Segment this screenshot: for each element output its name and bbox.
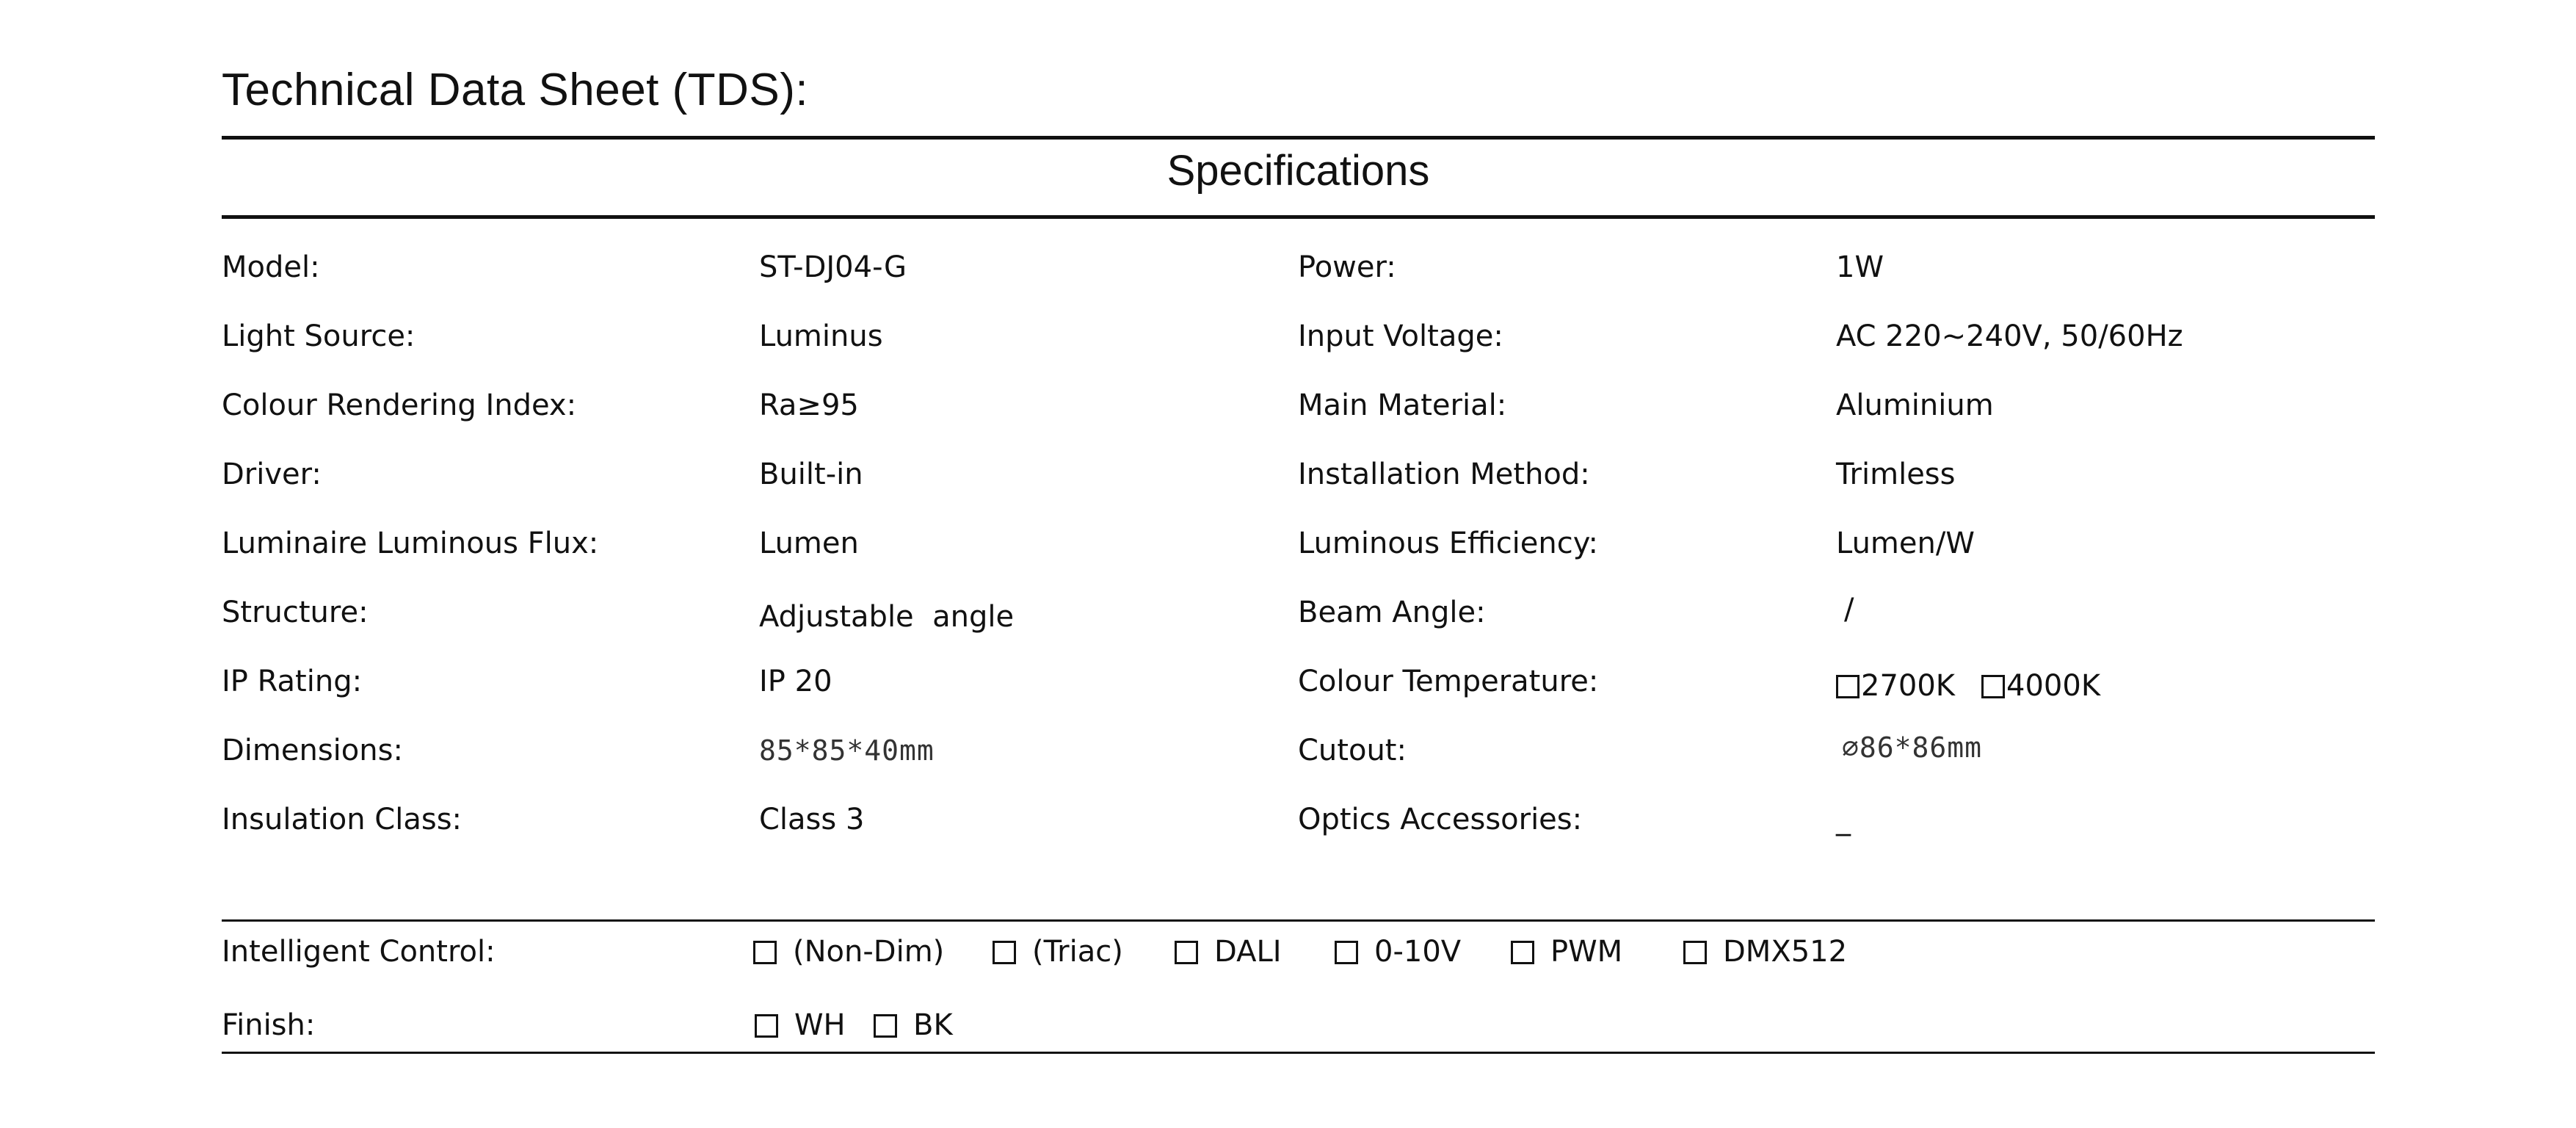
checkbox-icon[interactable]	[1981, 675, 2005, 698]
light-source-label: Light Source:	[222, 319, 416, 353]
insulation-value: Class 3	[759, 803, 865, 836]
driver-label: Driver:	[222, 458, 322, 491]
finish-option-label: BK	[913, 1008, 953, 1042]
finish-option-label: WH	[794, 1008, 846, 1042]
checkbox-icon[interactable]	[1175, 941, 1198, 964]
flux-value: Lumen	[759, 527, 859, 560]
control-option-label: (Triac)	[1032, 935, 1123, 969]
checkbox-icon[interactable]	[993, 941, 1016, 964]
finish-row	[0, 1003, 2576, 1047]
checkbox-icon[interactable]	[1683, 941, 1707, 964]
main-material-value: Aluminium	[1836, 388, 1994, 422]
colour-temp-option-label: 4000K	[2006, 669, 2101, 703]
cutout-label: Cutout:	[1298, 734, 1407, 767]
ip-value: IP 20	[759, 665, 832, 698]
intelligent-control-label: Intelligent Control:	[222, 935, 496, 969]
ip-label: IP Rating:	[222, 665, 363, 698]
optics-label: Optics Accessories:	[1298, 803, 1583, 836]
spec-row-ip-colour-temp	[0, 659, 2576, 704]
input-voltage-label: Input Voltage:	[1298, 319, 1503, 353]
controls-top-rule	[222, 919, 2375, 922]
colour-temp-option-4000k[interactable]	[1981, 664, 2100, 708]
spec-row-light-source-input-voltage	[0, 314, 2576, 358]
flux-label: Luminaire Luminous Flux:	[222, 527, 599, 560]
dimensions-value: 85*85*40mm	[759, 734, 935, 767]
cri-label: Colour Rendering Index:	[222, 388, 577, 422]
spec-row-structure-beam	[0, 590, 2576, 634]
beam-angle-label: Beam Angle:	[1298, 596, 1486, 629]
optics-value: _	[1836, 803, 1851, 836]
spec-row-cri-material	[0, 383, 2576, 427]
cutout-value: ∅86*86mm	[1842, 731, 1983, 764]
control-option-triac[interactable]	[993, 930, 1123, 974]
finish-option-wh[interactable]	[755, 1003, 846, 1047]
control-option-label: PWM	[1550, 935, 1623, 969]
checkbox-icon[interactable]	[753, 941, 777, 964]
control-option-pwm[interactable]	[1511, 930, 1622, 974]
controls-bottom-rule	[222, 1052, 2375, 1054]
checkbox-icon[interactable]	[874, 1014, 897, 1038]
light-source-value: Luminus	[759, 319, 883, 353]
spec-row-dimensions-cutout	[0, 728, 2576, 773]
driver-value: Built-in	[759, 458, 863, 491]
efficiency-value: Lumen/W	[1836, 527, 1975, 560]
spec-row-flux-efficiency	[0, 521, 2576, 565]
checkbox-icon[interactable]	[755, 1014, 778, 1038]
finish-option-bk[interactable]	[874, 1003, 953, 1047]
input-voltage-value: AC 220~240V, 50/60Hz	[1836, 319, 2183, 353]
main-material-label: Main Material:	[1298, 388, 1507, 422]
installation-value: Trimless	[1836, 458, 1956, 491]
spec-row-insulation-optics	[0, 798, 2576, 842]
model-value: ST-DJ04-G	[759, 250, 907, 284]
control-option-label: 0-10V	[1374, 935, 1462, 969]
checkbox-icon[interactable]	[1335, 941, 1358, 964]
structure-value: Adjustable angle	[759, 600, 1015, 634]
dimensions-label: Dimensions:	[222, 734, 403, 767]
control-option-label: DALI	[1214, 935, 1282, 969]
insulation-label: Insulation Class:	[222, 803, 462, 836]
colour-temp-option-2700k[interactable]	[1836, 664, 1955, 708]
model-label: Model:	[222, 250, 320, 284]
structure-label: Structure:	[222, 596, 369, 629]
section-heading: Specifications	[1167, 147, 1430, 195]
installation-label: Installation Method:	[1298, 458, 1590, 491]
heading-rule	[222, 215, 2375, 219]
power-value: 1W	[1836, 250, 1884, 284]
control-option-label: DMX512	[1723, 935, 1848, 969]
control-option-label: (Non-Dim)	[793, 935, 945, 969]
control-option-dmx512[interactable]	[1683, 930, 1847, 974]
colour-temp-options	[1836, 664, 2127, 708]
colour-temp-option-label: 2700K	[1861, 669, 1956, 703]
checkbox-icon[interactable]	[1836, 675, 1860, 698]
colour-temp-label: Colour Temperature:	[1298, 665, 1599, 698]
finish-label: Finish:	[222, 1008, 316, 1042]
cri-value: Ra≥95	[759, 388, 859, 422]
control-option-0-10v[interactable]	[1335, 930, 1461, 974]
document-title: Technical Data Sheet (TDS):	[222, 65, 809, 115]
spec-row-model-power	[0, 245, 2576, 289]
checkbox-icon[interactable]	[1511, 941, 1534, 964]
control-option-dali[interactable]	[1175, 930, 1282, 974]
efficiency-label: Luminous Efficiency:	[1298, 527, 1598, 560]
control-option-non-dim[interactable]	[753, 930, 944, 974]
intelligent-control-row	[0, 930, 2576, 974]
spec-row-driver-installation	[0, 452, 2576, 496]
beam-angle-value: /	[1844, 593, 1854, 626]
power-label: Power:	[1298, 250, 1396, 284]
top-rule	[222, 136, 2375, 140]
